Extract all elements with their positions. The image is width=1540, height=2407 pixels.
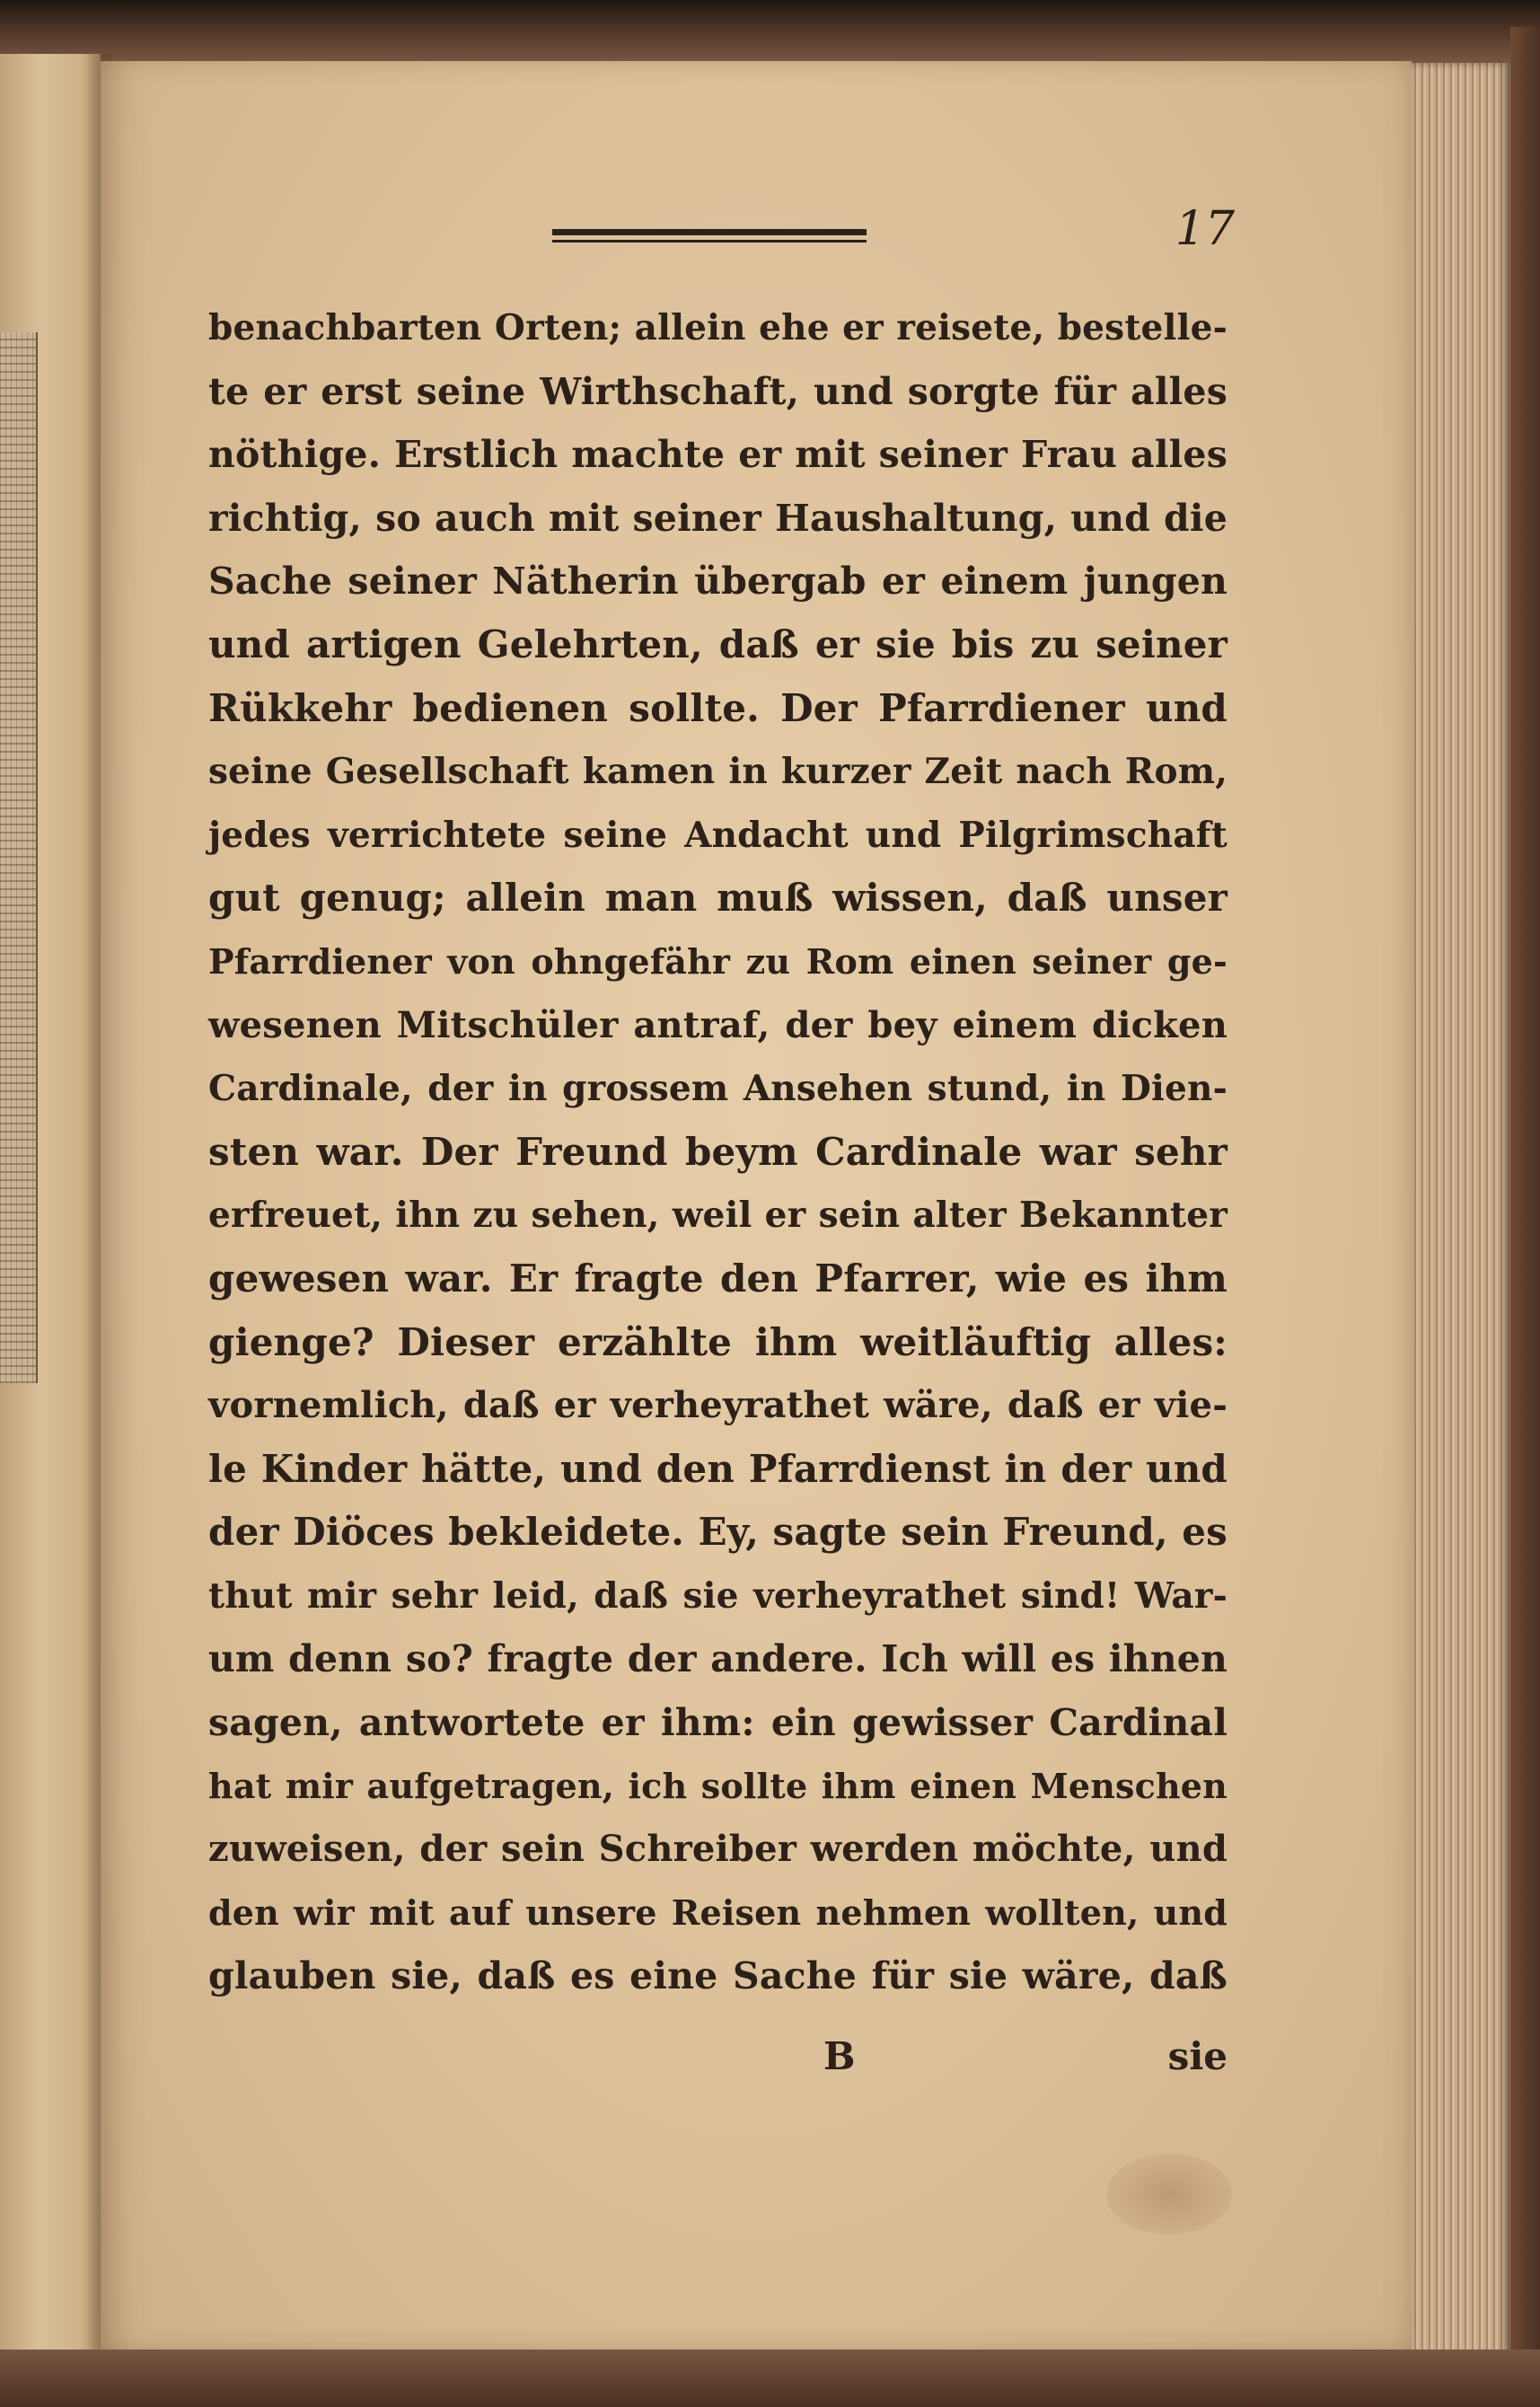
paper-stain	[1106, 2154, 1232, 2235]
header-rule-thick	[552, 229, 867, 235]
text-line: richtig, so auch mit seiner Haushaltung, und die	[208, 496, 1228, 540]
text-line: erfreuet, ihn zu sehen, weil er sein alter Bekannter	[208, 1195, 1228, 1237]
text-line: der Diöces bekleidete. Ey, sagte sein Freund, es	[208, 1510, 1228, 1555]
page-number: 17	[1175, 202, 1235, 256]
text-line: nöthige. Erstlich machte er mit seiner Frau alles	[208, 433, 1228, 477]
header-rule-thin	[552, 240, 867, 242]
text-line: Cardinale, der in grossem Ansehen stund, in Dien-	[208, 1068, 1228, 1110]
text-line: le Kinder hätte, und den Pfarrdienst in der und	[208, 1446, 1228, 1491]
text-line: glauben sie, daß es eine Sache für sie wäre, daß	[208, 1954, 1228, 1998]
text-line: Rükkehr bedienen sollte. Der Pfarrdiener und	[208, 685, 1228, 730]
book-cover-bottom	[0, 2350, 1540, 2407]
text-line: sten war. Der Freund beym Cardinale war sehr	[208, 1129, 1228, 1174]
text-line: Pfarrdiener von ohngefähr zu Rom einen seiner ge-	[208, 940, 1228, 982]
page-edges	[1412, 63, 1510, 2362]
book-cover-right	[1510, 27, 1540, 2407]
signature-mark: B	[823, 2034, 856, 2078]
text-line: benachbarten Orten; allein ehe er reisete, bestelle-	[208, 307, 1228, 348]
text-line: wesenen Mitschüler antraf, der bey einem dicken	[208, 1003, 1228, 1046]
catchword: sie	[1167, 2034, 1228, 2078]
text-line: zuweisen, der sein Schreiber werden möchte, und	[208, 1828, 1228, 1871]
text-line: thut mir sehr leid, daß sie verheyrathet sind! War-	[208, 1574, 1228, 1617]
text-line: den wir mit auf unsere Reisen nehmen wollten, und	[208, 1891, 1228, 1933]
left-page-engraving	[0, 332, 38, 1383]
text-line: gienge? Dieser erzählte ihm weitläuftig alles:	[208, 1319, 1228, 1364]
text-line: jedes verrichtete seine Andacht und Pilgrimschaft	[208, 814, 1228, 856]
text-line: gewesen war. Er fragte den Pfarrer, wie es ihm	[208, 1256, 1228, 1300]
text-line: und artigen Gelehrten, daß er sie bis zu seiner	[208, 622, 1228, 666]
text-line: sagen, antwortete er ihm: ein gewisser Cardinal	[208, 1701, 1228, 1745]
catchline	[208, 2025, 1228, 2088]
text-line: um denn so? fragte der andere. Ich will es ihnen	[208, 1637, 1228, 1681]
text-line: vornemlich, daß er verheyrathet wäre, daß er vie-	[208, 1384, 1228, 1427]
book-cover-top	[0, 0, 1540, 63]
text-line: hat mir aufgetragen, ich sollte ihm einen Menschen	[208, 1765, 1228, 1806]
header-rule	[552, 229, 867, 249]
text-line: seine Gesellschaft kamen in kurzer Zeit nach Rom,	[208, 751, 1228, 793]
text-line: te er erst seine Wirthschaft, und sorgte für alles	[208, 369, 1228, 413]
text-line: Sache seiner Nätherin übergab er einem jungen	[208, 560, 1228, 604]
body-text	[208, 296, 1228, 2008]
text-line: gut genug; allein man muß wissen, daß unser	[208, 876, 1228, 921]
